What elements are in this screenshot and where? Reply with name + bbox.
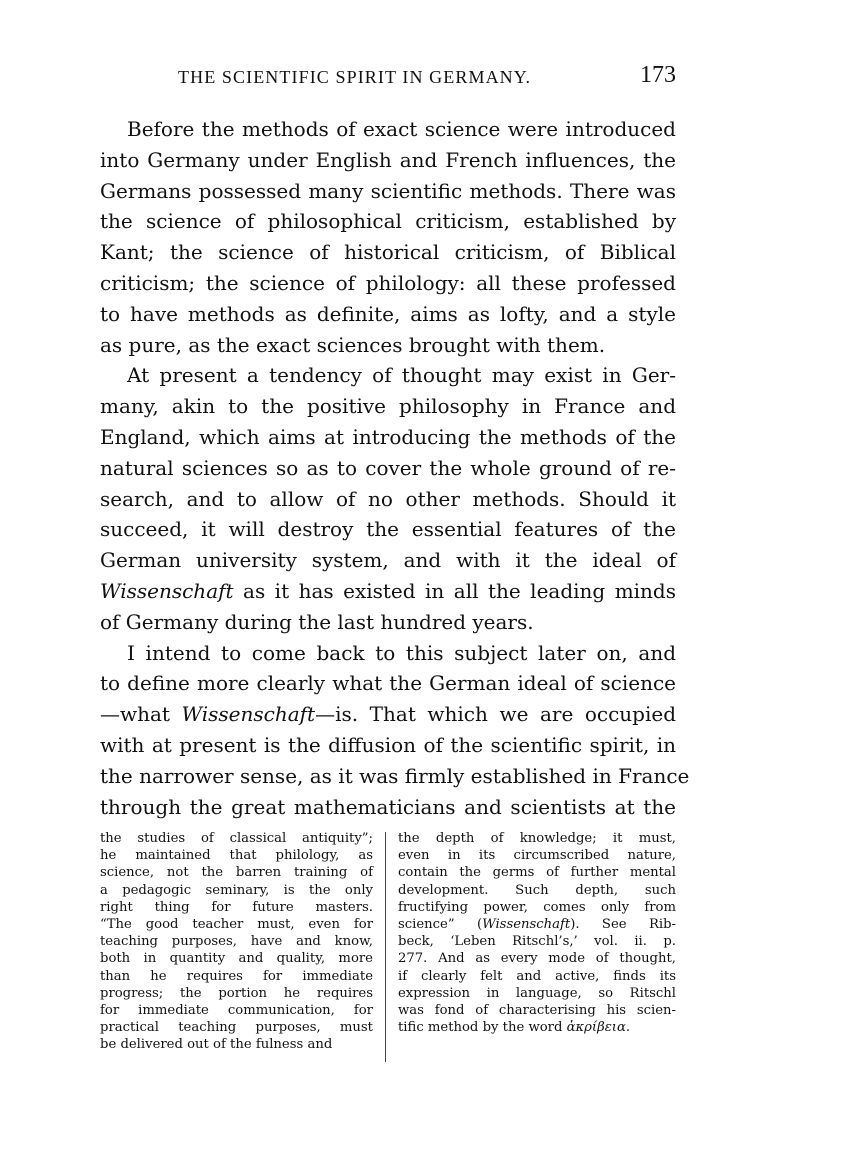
page-number: 173 [640, 62, 676, 88]
greek-word: ἀκρίβεια [566, 1020, 626, 1036]
footnote-line: the studies of classical antiquity”; [100, 831, 373, 846]
footnote-column-left [100, 830, 373, 1053]
footnote-line: both in quantity and quality, more [100, 951, 373, 967]
footnote-line: a pedagogic seminary, is the only [100, 882, 373, 898]
text-line: I intend to come back to this subject later on, and [127, 640, 676, 665]
text-line: criticism; the science of philology: all these professed [100, 270, 676, 295]
text-line: succeed, it will destroy the essential features of the [100, 517, 676, 542]
text-line: many, akin to the positive philosophy in France and [100, 394, 676, 419]
footnote-line: teaching purposes, have and know, [100, 934, 373, 950]
running-title: THE SCIENTIFIC SPIRIT IN GERMANY. [178, 67, 532, 87]
footnote-line: than he requires for immediate [100, 968, 373, 984]
text-line: as pure, as the exact sciences brought with them. [100, 332, 606, 357]
footnote-line: beck, ‘Leben Ritschl’s,’ vol. ii. p. [398, 934, 676, 950]
text-line: At present a tendency of thought may exist in Ger- [127, 363, 676, 388]
main-text [100, 114, 690, 822]
footnote-line: progress; the portion he requires [100, 985, 373, 1001]
paragraph-3 [100, 638, 690, 823]
text-line: with at present is the diffusion of the scientific spirit, in [100, 732, 676, 757]
paragraph-2 [100, 360, 676, 637]
footnote-line: he maintained that philology, as [100, 848, 373, 864]
footnote-line: 277. And as every mode of thought, [398, 951, 676, 967]
text-line: to define more clearly what the German ideal of science [100, 671, 676, 696]
text-line: natural sciences so as to cover the whole ground of re- [100, 455, 676, 480]
text-run: as it has existed in all the leading minds [233, 578, 676, 603]
text-line: German university system, and with it the ideal of [100, 548, 676, 573]
footnote-line: science, not the barren training of [100, 865, 373, 881]
footnote-line [398, 916, 676, 933]
footnote-line: was fond of characterising his scien- [398, 1002, 676, 1018]
italic-term: Wissenschaft [100, 578, 234, 603]
footnote-line: the depth of knowledge; it must, [398, 831, 676, 846]
footnote-line: even in its circumscribed nature, [398, 848, 676, 864]
text-line: to have methods as definite, aims as lofty, and a style [100, 301, 676, 326]
footnote-line: be delivered out of the fulness and [100, 1037, 333, 1053]
column-divider [385, 832, 386, 1062]
text-line: Kant; the science of historical criticism, of Biblical [100, 240, 676, 265]
text-line: the science of philosophical criticism, established by [100, 209, 676, 234]
text-run: —what [100, 702, 182, 727]
footnote-line: development. Such depth, such [398, 882, 676, 898]
italic-term: Wissenschaft [482, 916, 571, 932]
footnote-line [398, 1019, 676, 1036]
footnote-line: fructifying power, comes only from [398, 899, 676, 915]
page-header [100, 62, 676, 92]
text-line: into Germany under English and French influences, the [100, 147, 676, 172]
text-line [100, 699, 676, 730]
text-line: Germans possessed many scientific methods. There was [100, 178, 676, 203]
footnote-line: “The good teacher must, even for [100, 916, 373, 932]
text-run: tific method by the word [398, 1020, 567, 1036]
text-line: of Germany during the last hundred years. [100, 609, 534, 634]
footnote-line: practical teaching purposes, must [100, 1020, 373, 1036]
text-line: search, and to allow of no other methods. Should it [100, 486, 676, 511]
text-run: . [625, 1020, 631, 1036]
paragraph-1 [100, 114, 676, 360]
footnote-line: if clearly felt and active, finds its [398, 968, 676, 984]
text-run: —is. That which we are occupied [315, 702, 676, 727]
footnote-line: expression in language, so Ritschl [398, 985, 676, 1001]
text-line: through the great mathematicians and scientists at the [100, 794, 676, 819]
text-run: ). See Rib- [570, 916, 676, 932]
text-line: Before the methods of exact science were introduced [127, 117, 676, 141]
text-line [100, 576, 676, 607]
footnote-line: right thing for future masters. [100, 899, 373, 915]
text-run: science” ( [398, 916, 483, 932]
text-line: England, which aims at introducing the methods of the [100, 424, 676, 449]
footnote-line: for immediate communication, for [100, 1002, 373, 1018]
footnote-block [100, 830, 676, 1070]
footnote-column-right [398, 830, 676, 1036]
footnote-line: contain the germs of further mental [398, 865, 676, 881]
italic-term: Wissenschaft [181, 702, 316, 727]
text-line: the narrower sense, as it was firmly established in France [100, 763, 690, 788]
